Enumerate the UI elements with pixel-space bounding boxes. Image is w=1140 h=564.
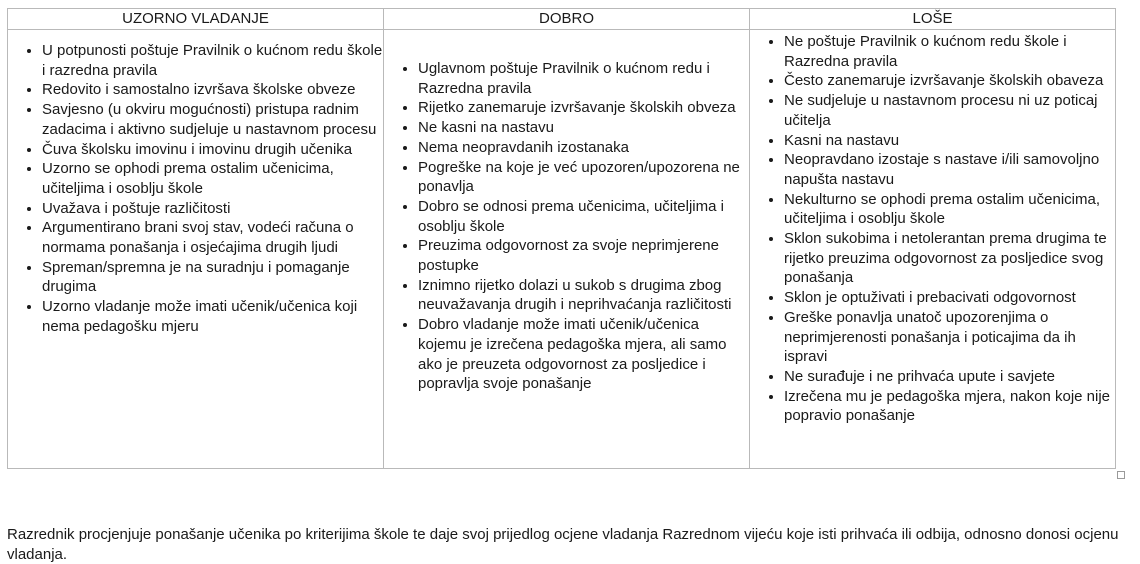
- list-dobro: [384, 30, 749, 394]
- list-item: • Ne surađuje i ne prihvaća upute i savjete: [784, 367, 1115, 387]
- list-item: • Često zanemaruje izvršavanje školskih obaveza: [784, 71, 1115, 91]
- list-item: • Uglavnom poštuje Pravilnik o kućnom redu i Razredna pravila: [418, 59, 749, 98]
- list-item: • Ne poštuje Pravilnik o kućnom redu škole i Razredna pravila: [784, 32, 1115, 71]
- list-item: • Spreman/spremna je na suradnju i pomaganje drugima: [42, 258, 383, 297]
- list-item: • Izrečena mu je pedagoška mjera, nakon koje nije popravio ponašanje: [784, 387, 1115, 426]
- list-item: • Preuzima odgovornost za svoje neprimjerene postupke: [418, 236, 749, 275]
- list-item: • Kasni na nastavu: [784, 131, 1115, 151]
- list-item: • Redovito i samostalno izvršava školske obveze: [42, 80, 383, 100]
- list-item: • U potpunosti poštuje Pravilnik o kućnom redu škole i razredna pravila: [42, 41, 383, 80]
- header-uzorno[interactable]: UZORNO VLADANJE: [8, 9, 384, 30]
- cell-lose[interactable]: [750, 30, 1116, 469]
- list-lose: [750, 30, 1115, 426]
- list-item: • Nema neopravdanih izostanaka: [418, 138, 749, 158]
- list-uzorno: [8, 30, 383, 337]
- list-item: • Sklon je optuživati i prebacivati odgovornost: [784, 288, 1115, 308]
- list-item: • Argumentirano brani svoj stav, vodeći računa o normama ponašanja i osjećajima drugih ljudi: [42, 218, 383, 257]
- header-lose[interactable]: LOŠE: [750, 9, 1116, 30]
- list-item: • Dobro se odnosi prema učenicima, učiteljima i osoblju škole: [418, 197, 749, 236]
- list-item: • Uzorno vladanje može imati učenik/učenica koji nema pedagošku mjeru: [42, 297, 383, 336]
- list-item: • Ne kasni na nastavu: [418, 118, 749, 138]
- footer-paragraph: Razrednik procjenjuje ponašanje učenika po kriterijima škole te daje svoj prijedlog ocjene vladanja Razrednom vijeću koje isti prihvaća ili odbija, odnosno donosi ocjenu vladanja.: [7, 526, 1119, 563]
- list-item: • Neopravdano izostaje s nastave i/ili samovoljno napušta nastavu: [784, 150, 1115, 189]
- list-item: • Čuva školsku imovinu i imovinu drugih učenika: [42, 140, 383, 160]
- list-item: • Iznimno rijetko dolazi u sukob s drugima zbog neuvažavanja drugih i neprihvaćanja različitosti: [418, 276, 749, 315]
- list-item: • Ne sudjeluje u nastavnom procesu ni uz poticaj učitelja: [784, 91, 1115, 130]
- cell-uzorno[interactable]: [8, 30, 384, 469]
- list-item: • Dobro vladanje može imati učenik/učenica kojemu je izrečena pedagoška mjera, ali samo ako je preuzeta odgovornost za posljedice i popravlja svoje ponašanje: [418, 315, 749, 394]
- behavior-criteria-table[interactable]: [7, 8, 1116, 469]
- table-header-row: [8, 9, 1116, 30]
- list-item: • Greške ponavlja unatoč upozorenjima o neprimjerenosti ponašanja i poticajima da ih ispravi: [784, 308, 1115, 367]
- list-item: • Nekulturno se ophodi prema ostalim učenicima, učiteljima i osoblju škole: [784, 190, 1115, 229]
- table-resize-handle[interactable]: [1117, 471, 1125, 479]
- cell-dobro[interactable]: [384, 30, 750, 469]
- list-item: • Uzorno se ophodi prema ostalim učenicima, učiteljima i osoblju škole: [42, 159, 383, 198]
- list-item: • Sklon sukobima i netolerantan prema drugima te rijetko preuzima odgovornost za posljedice svog ponašanja: [784, 229, 1115, 288]
- list-item: • Uvažava i poštuje različitosti: [42, 199, 383, 219]
- list-item: • Rijetko zanemaruje izvršavanje školskih obveza: [418, 98, 749, 118]
- header-dobro[interactable]: DOBRO: [384, 9, 750, 30]
- list-item: • Savjesno (u okviru mogućnosti) pristupa radnim zadacima i aktivno sudjeluje u nastavnom procesu: [42, 100, 383, 139]
- list-item: • Pogreške na koje je već upozoren/upozorena ne ponavlja: [418, 158, 749, 197]
- table-body-row: [8, 30, 1116, 469]
